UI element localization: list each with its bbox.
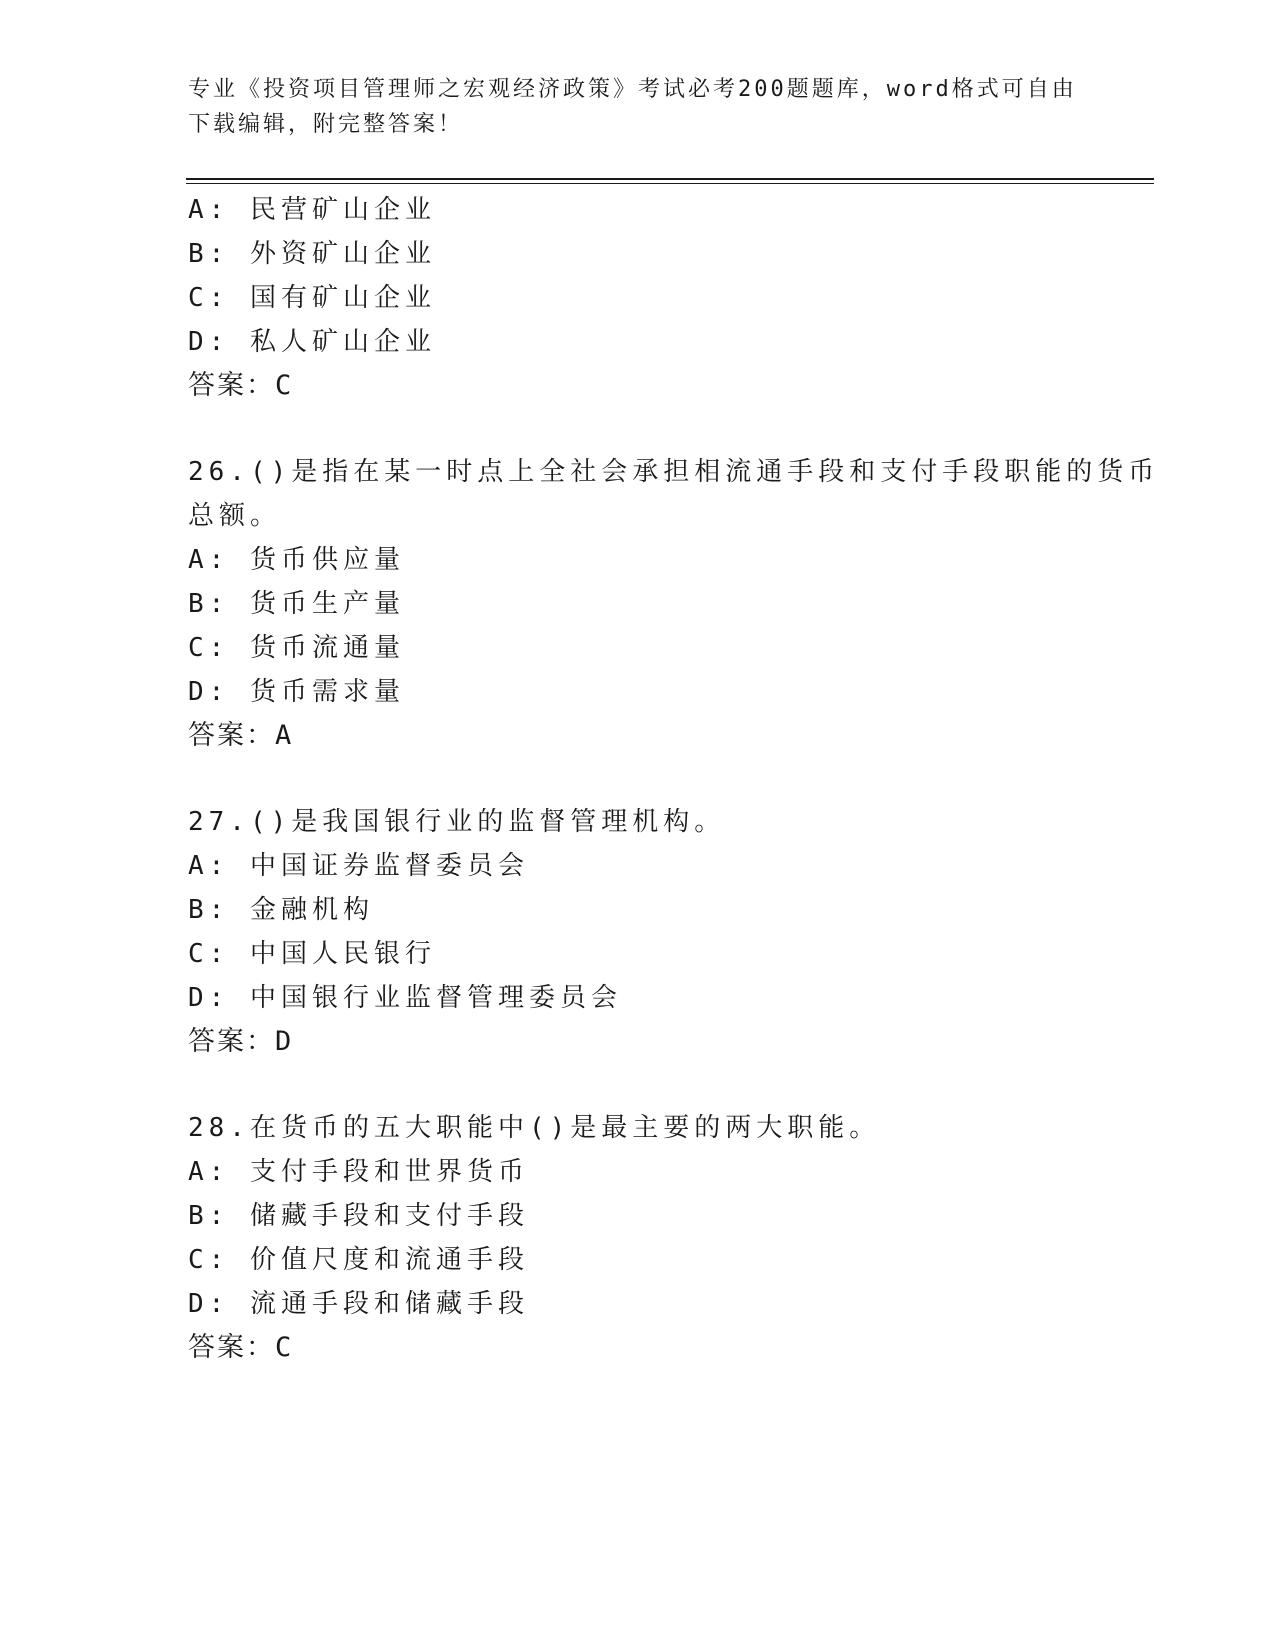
header-divider-thin: [186, 183, 1154, 184]
prev-option-d: D: 私人矿山企业: [188, 327, 436, 357]
question-27-option-a: A: 中国证券监督委员会: [188, 851, 529, 881]
header-line-1: 专业《投资项目管理师之宏观经济政策》考试必考200题题库，word格式可自由: [188, 77, 1077, 102]
question-26-stem-line-2: 总额。: [188, 501, 282, 531]
question-28-option-a: A: 支付手段和世界货币: [188, 1157, 529, 1187]
question-26-stem-line-1: 26.()是指在某一时点上全社会承担相流通手段和支付手段职能的货币: [188, 457, 1160, 487]
question-26-option-b: B: 货币生产量: [188, 589, 405, 619]
question-28-stem: 28.在货币的五大职能中()是最主要的两大职能。: [188, 1113, 881, 1143]
prev-option-a: A: 民营矿山企业: [188, 195, 436, 225]
question-27-option-c: C: 中国人民银行: [188, 939, 436, 969]
question-27-option-b: B: 金融机构: [188, 895, 374, 925]
prev-answer: [188, 370, 293, 402]
answer-label: 答案：: [188, 1026, 275, 1057]
prev-option-c: C: 国有矿山企业: [188, 283, 436, 313]
answer-value: D: [275, 1026, 294, 1057]
question-27-stem: 27.()是我国银行业的监督管理机构。: [188, 807, 726, 837]
header-line-2: 下载编辑，附完整答案！: [188, 112, 464, 137]
document-header: [188, 72, 1088, 142]
answer-value: C: [275, 1332, 294, 1363]
question-26-option-c: C: 货币流通量: [188, 633, 405, 663]
answer-label: 答案：: [188, 370, 275, 401]
answer-label: 答案：: [188, 720, 275, 751]
answer-label: 答案：: [188, 1332, 275, 1363]
question-28-option-c: C: 价值尺度和流通手段: [188, 1245, 529, 1275]
question-27-option-d: D: 中国银行业监督管理委员会: [188, 983, 622, 1013]
question-26-answer: [188, 720, 293, 752]
answer-value: A: [275, 720, 294, 751]
question-28-answer: [188, 1332, 293, 1364]
question-28-option-b: B: 储藏手段和支付手段: [188, 1201, 529, 1231]
question-27-answer: [188, 1026, 293, 1058]
prev-option-b: B: 外资矿山企业: [188, 239, 436, 269]
answer-value: C: [275, 370, 294, 401]
question-26-option-a: A: 货币供应量: [188, 545, 405, 575]
question-28-option-d: D: 流通手段和储藏手段: [188, 1289, 529, 1319]
header-divider-thick: [186, 178, 1154, 180]
question-26-option-d: D: 货币需求量: [188, 677, 405, 707]
